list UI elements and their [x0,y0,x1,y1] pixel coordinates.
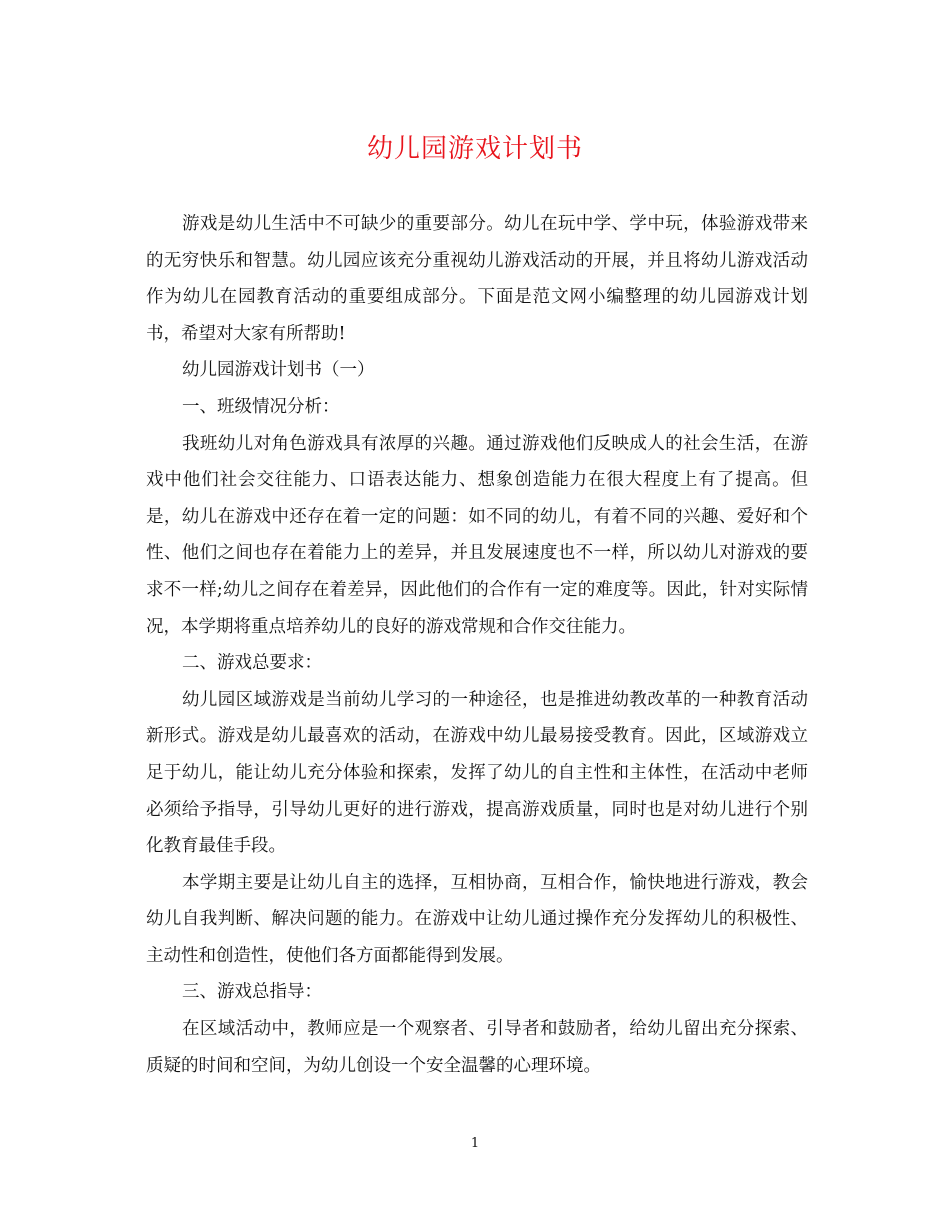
paragraph-requirements-1: 幼儿园区域游戏是当前幼儿学习的一种途径，也是推进幼教改革的一种教育活动新形式。游戏是幼儿最喜欢的活动，在游戏中幼儿最易接受教育。因此，区域游戏立足于幼儿，能让幼儿充分体验和探索，发挥了幼儿的自主性和主体性，在活动中老师必须给予指导，引导幼儿更好的进行游戏，提高游戏质量，同时也是对幼儿进行个别化教育最佳手段。 [146,689,808,857]
paragraph-class-analysis: 我班幼儿对角色游戏具有浓厚的兴趣。通过游戏他们反映成人的社会生活，在游戏中他们社会交往能力、口语表达能力、想象创造能力在很大程度上有了提高。但是，幼儿在游戏中还存在着一定的问题：如不同的幼儿，有着不同的兴趣、爱好和个性、他们之间也存在着能力上的差异，并且发展速度也不一样，所以幼儿对游戏的要求不一样;幼儿之间存在着差异，因此他们的合作有一定的难度等。因此，针对实际情况，本学期将重点培养幼儿的良好的游戏常规和合作交往能力。 [146,433,808,637]
section-heading-general-guidance: 三、游戏总指导： [182,982,322,1003]
paragraph-intro: 游戏是幼儿生活中不可缺少的重要部分。幼儿在玩中学、学中玩，体验游戏带来的无穷快乐和智慧。幼儿园应该充分重视幼儿游戏活动的开展，并且将幼儿游戏活动作为幼儿在园教育活动的重要组成部分。下面是范文网小编整理的幼儿园游戏计划书，希望对大家有所帮助! [146,214,808,344]
document-title: 幼儿园游戏计划书 [366,134,583,164]
paragraph-guidance: 在区域活动中，教师应是一个观察者、引导者和鼓励者，给幼儿留出充分探索、质疑的时间和空间，为幼儿创设一个安全温馨的心理环境。 [146,1019,808,1076]
document-body [146,206,808,1084]
section-heading-plan-one: 幼儿园游戏计划书（一） [182,360,375,381]
section-heading-general-requirements: 二、游戏总要求： [182,653,322,674]
paragraph-requirements-2: 本学期主要是让幼儿自主的选择，互相协商，互相合作，愉快地进行游戏，教会幼儿自我判断、解决问题的能力。在游戏中让幼儿通过操作充分发挥幼儿的积极性、主动性和创造性，使他们各方面都能得到发展。 [146,872,808,966]
section-heading-class-analysis: 一、班级情况分析： [182,396,340,417]
page-number: 1 [470,1136,480,1151]
